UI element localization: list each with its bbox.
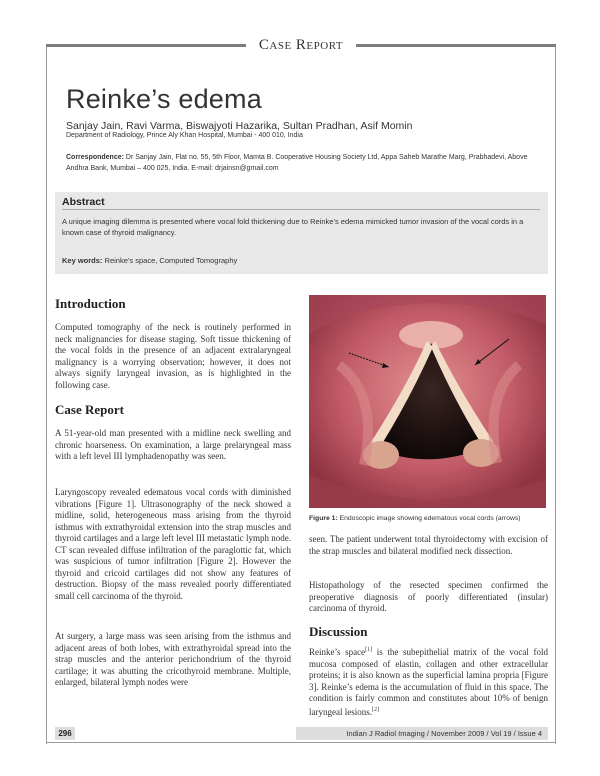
- author-list: Sanjay Jain, Ravi Varma, Biswajyoti Hazarika, Sultan Pradhan, Asif Momin: [66, 120, 413, 132]
- discussion-pre: Reinke’s space: [309, 647, 366, 657]
- right-paragraph-2: Histopathology of the resected specimen confirmed the preoperative diagnosis of poorly differentiated (insular) carcinoma of thyroid.: [309, 580, 548, 613]
- figure-caption: [309, 515, 549, 522]
- figure-1-endoscopic-image: [309, 295, 546, 508]
- abstract-text: A unique imaging dilemma is presented where vocal fold thickening due to Reinke’s edema mimicked tumor invasion of the vocal cords in a known case of thyroid malignancy.: [62, 217, 524, 237]
- citation-2[interactable]: [2]: [371, 706, 379, 713]
- affiliation: Department of Radiology, Prince Aly Khan Hospital, Mumbai - 400 010, India: [66, 132, 303, 139]
- endoscopy-illustration: [309, 295, 546, 508]
- keywords: [62, 256, 237, 265]
- case-paragraph-2: Laryngoscopy revealed edematous vocal cords with diminished vibrations [Figure 1]. Ultrasonography of the neck showed a midline, solid, heterogeneous mass arising from the thyroid isthmus with extrathyroidal extension into the strap muscles and thyroid cartilages and a large left level III metastatic lymph node. CT scan revealed diffuse infiltration of the paraglottic fat, which was suspicious of tumor infiltration [Figure 2]. However the thyroid and cricoid cartilages did not show any features of destruction. Biopsy of the mass revealed poorly differentiated small cell carcinoma of the thyroid.: [55, 487, 291, 601]
- case-paragraph-3: At surgery, a large mass was seen arising from the isthmus and adjacent areas of both lobes, with extrathyroidal spread into the strap muscles and the anterior perichondrium of the thyroid cartilage; it was abutting the cricothyroid membrane. Multiple, enlarged, bilateral lymph nodes were: [55, 631, 291, 687]
- keywords-label: Key words:: [62, 256, 103, 265]
- case-paragraph-1: A 51-year-old man presented with a midline neck swelling and chronic hoarseness. On examination, a large prelaryngeal mass with a left level III lymphadenopathy was seen.: [55, 428, 291, 461]
- article-title: Reinke’s edema: [66, 84, 262, 114]
- figure-caption-text: Endoscopic image showing edematous vocal cords (arrows): [337, 515, 521, 522]
- section-tab: Case Report: [246, 37, 356, 57]
- discussion-heading: Discussion: [309, 624, 368, 639]
- footer-rule: [46, 742, 556, 743]
- introduction-paragraph: Computed tomography of the neck is routinely performed in neck malignancies for disease staging. Soft tissue thickening of the vocal folds in the presence of an adjacent extralaryngeal malignancy is a worrying observation; however, it does not always signify laryngeal invasion, as is highlighted in the following case.: [55, 322, 291, 390]
- introduction-heading: Introduction: [55, 296, 126, 311]
- right-paragraph-1: seen. The patient underwent total thyroidectomy with excision of the strap muscles and bilateral modified neck dissection.: [309, 534, 548, 556]
- correspondence-text: Dr Sanjay Jain, Flat no. 55, 5th Floor, Mamta B. Cooperative Housing Society Ltd, Appa Saheb Marathe Marg, Prabhadevi, Above Andhra Bank, Mumbai – 400 025, India. E-mail: drjainsn@gmail.com: [66, 154, 528, 172]
- case-report-heading: Case Report: [55, 402, 124, 417]
- correspondence-label: Correspondence:: [66, 154, 124, 161]
- discussion-post: is the subepithelial matrix of the vocal fold mucosa composed of elastin, collagen and other extracellular proteins; it is also known as the superficial lamina propria [Figure 3]. Reinke’s edema is the accumulation of fluid in this space. The condition is fairly common and constitutes about 10% of benign laryngeal lesions.: [309, 647, 548, 717]
- keywords-text: Reinke’s space, Computed Tomography: [102, 256, 238, 265]
- abstract-heading: Abstract: [62, 196, 105, 208]
- citation-1[interactable]: [1]: [365, 647, 373, 653]
- abstract-divider: [62, 209, 540, 210]
- figure-label: Figure 1:: [309, 515, 338, 522]
- correspondence: [66, 152, 546, 174]
- journal-citation: Indian J Radiol Imaging / November 2009 / Vol 19 / Issue 4: [296, 727, 548, 740]
- discussion-paragraph: [309, 645, 548, 718]
- page-number: 296: [55, 727, 75, 740]
